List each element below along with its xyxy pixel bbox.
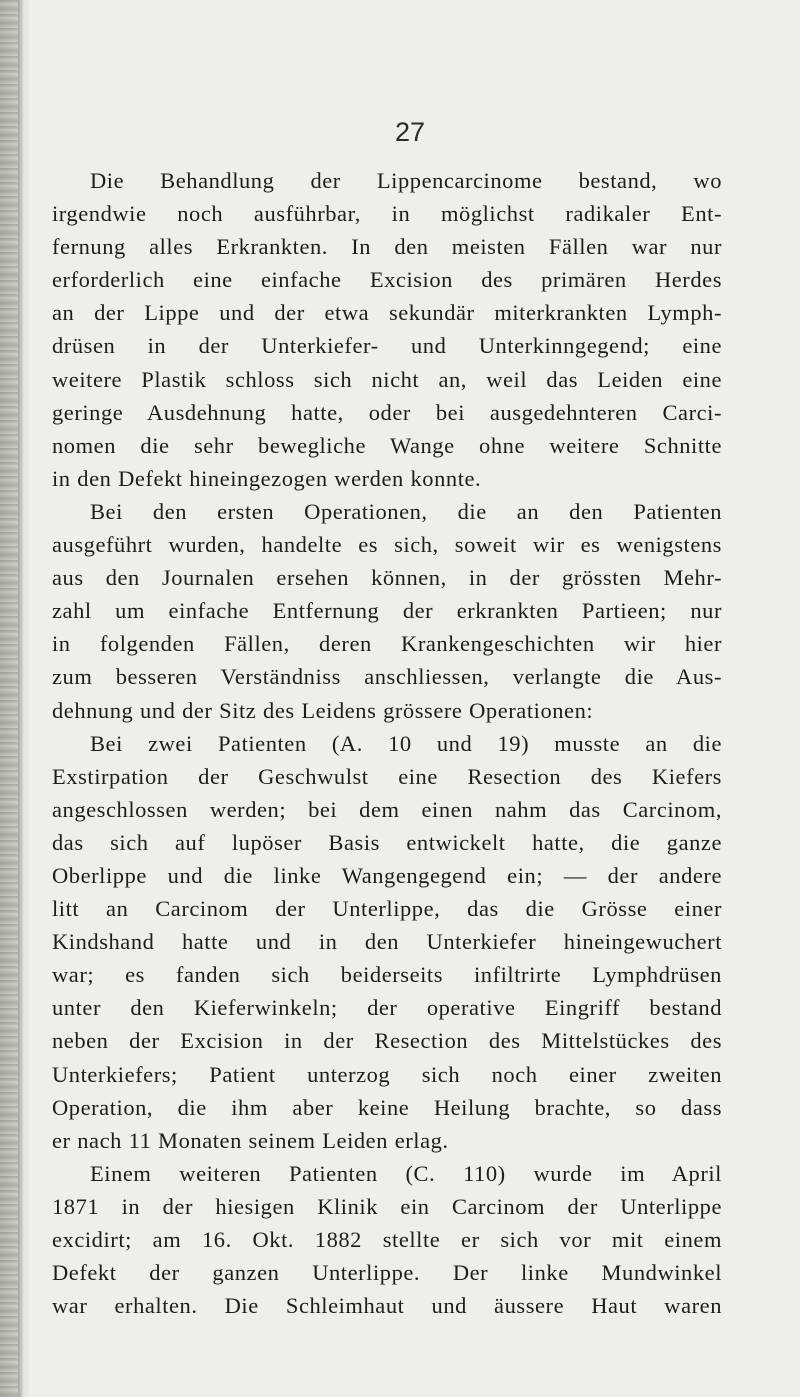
paragraph: [52, 1157, 722, 1322]
text-line: war; es fanden sich beiderseits infiltrirte Lymphdrüsen: [52, 962, 722, 988]
binding-shadow: [0, 0, 18, 1397]
paragraph: [52, 164, 722, 495]
text-line: 1871 in der hiesigen Klinik ein Carcinom der Unterlippe: [52, 1193, 722, 1219]
text-line: dehnung und der Sitz des Leidens grössere Operationen:: [52, 697, 594, 723]
text-line: weitere Plastik schloss sich nicht an, weil das Leiden eine: [52, 366, 722, 392]
text-line: nomen die sehr bewegliche Wange ohne weitere Schnitte: [52, 432, 722, 458]
text-line: unter den Kieferwinkeln; der operative Eingriff bestand: [52, 995, 722, 1021]
text-line: war erhalten. Die Schleimhaut und äussere Haut waren: [52, 1293, 722, 1319]
text-line: drüsen in der Unterkiefer- und Unterkinngegend; eine: [52, 333, 722, 359]
text-line: geringe Ausdehnung hatte, oder bei ausgedehnteren Carci-: [52, 399, 722, 425]
paragraph: [52, 495, 722, 727]
text-line: Operation, die ihm aber keine Heilung brachte, so dass: [52, 1094, 722, 1120]
paragraph: [52, 727, 722, 1157]
text-line: litt an Carcinom der Unterlippe, das die Grösse einer: [52, 896, 722, 922]
text-line: Bei zwei Patienten (A. 10 und 19) musste an die: [90, 730, 722, 756]
body-text: [52, 164, 722, 1322]
text-line: Bei den ersten Operationen, die an den Patienten: [90, 498, 722, 524]
text-line: angeschlossen werden; bei dem einen nahm das Carcinom,: [52, 796, 722, 822]
text-line: Defekt der ganzen Unterlippe. Der linke Mundwinkel: [52, 1260, 722, 1286]
text-line: zum besseren Verständniss anschliessen, verlangte die Aus-: [52, 664, 722, 690]
text-line: neben der Excision in der Resection des Mittelstückes des: [52, 1028, 722, 1054]
binding-edge: [18, 0, 24, 1397]
text-line: erforderlich eine einfache Excision des primären Herdes: [52, 267, 722, 293]
text-line: irgendwie noch ausführbar, in möglichst radikaler Ent-: [52, 201, 722, 227]
text-line: Unterkiefers; Patient unterzog sich noch einer zweiten: [52, 1061, 722, 1087]
text-line: Die Behandlung der Lippencarcinome bestand, wo: [90, 168, 722, 193]
text-line: ausgeführt wurden, handelte es sich, soweit wir es wenigstens: [52, 532, 722, 558]
text-line: excidirt; am 16. Okt. 1882 stellte er sich vor mit einem: [52, 1227, 722, 1252]
text-line: Oberlippe und die linke Wangengegend ein; — der andere: [52, 862, 722, 888]
binding-gutter: [0, 0, 30, 1397]
text-line: er nach 11 Monaten seinem Leiden erlag.: [52, 1127, 449, 1153]
text-line: zahl um einfache Entfernung der erkrankten Partieen; nur: [52, 598, 722, 624]
text-line: Kindshand hatte und in den Unterkiefer hineingewuchert: [52, 929, 722, 955]
text-line: Exstirpation der Geschwulst eine Resection des Kiefers: [52, 763, 722, 789]
text-line: in folgenden Fällen, deren Krankengeschichten wir hier: [52, 631, 722, 657]
text-line: fernung alles Erkrankten. In den meisten Fällen war nur: [52, 234, 722, 260]
text-line: aus den Journalen ersehen können, in der grössten Mehr-: [52, 565, 722, 591]
text-line: das sich auf lupöser Basis entwickelt hatte, die ganze: [52, 829, 722, 855]
text-line: Einem weiteren Patienten (C. 110) wurde im April: [90, 1160, 722, 1186]
text-line: in den Defekt hineingezogen werden konnte.: [52, 465, 482, 491]
page-number: 27: [395, 117, 426, 147]
text-line: an der Lippe und der etwa sekundär miterkrankten Lymph-: [52, 300, 722, 326]
